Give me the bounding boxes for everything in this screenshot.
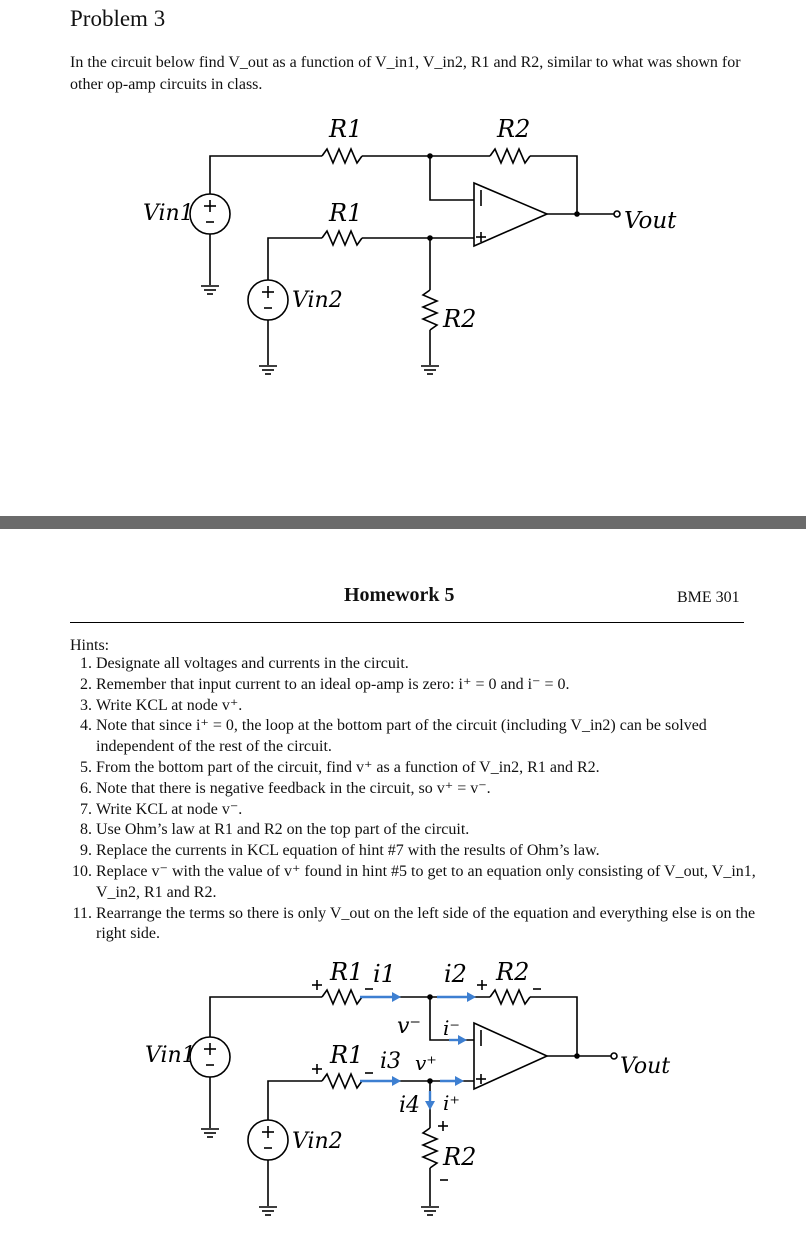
hint-text: Write KCL at node v⁻. [96,800,243,818]
label-vin1: Vin1 [143,201,194,226]
label-r2-bottom: R2 [443,305,477,333]
label-r2-top-2: R2 [496,958,530,986]
hint-number: 11. [72,904,92,922]
label-vout: Vout [624,208,677,234]
label-i1: i1 [373,960,396,988]
hint-text: Write KCL at node v⁺. [96,696,243,714]
label-i-plus: i⁺ [443,1091,460,1115]
hint-text: Remember that input current to an ideal op-amp is zero: i⁺ = 0 and i⁻ = 0. [96,675,570,693]
hint-number: 6. [80,779,92,797]
label-vin2-2: Vin2 [292,1129,343,1154]
hints-title: Hints: [70,637,110,654]
label-vin1-2: Vin1 [145,1043,196,1068]
hint-text: Use Ohm’s law at R1 and R2 on the top part of the circuit. [96,821,470,839]
label-i-minus: i⁻ [443,1016,460,1040]
hint-number: 7. [80,800,92,818]
label-r2-bottom-2: R2 [443,1143,477,1171]
hint-number: 4. [80,717,92,735]
hint-text: Note that there is negative feedback in the circuit, so v⁺ = v⁻. [96,779,491,797]
resistor-r2-bottom-2 [423,1128,437,1168]
label-i2: i2 [444,960,467,988]
label-r2-top: R2 [497,115,531,143]
label-i3: i3 [380,1049,402,1074]
resistor-r1-top-2 [322,990,362,1004]
hint-number: 1. [80,655,92,672]
vout-terminal-2 [611,1053,617,1059]
problem-intro: In the circuit below find V_out as a function of V_in1, V_in2, R1 and R2, similar to what was shown for other op-amp circuits in class. [70,54,741,93]
hint-text: Replace v⁻ with the value of v⁺ found in hint #5 to get to an equation only consisting of V_out, V_in1, V_in2, R1 and R2. [96,862,756,901]
resistor-r1-mid-2 [322,1074,362,1088]
label-i4: i4 [399,1093,421,1118]
hint-text: Replace the currents in KCL equation of hint #7 with the results of Ohm’s law. [96,842,600,860]
hint-number: 2. [80,675,92,693]
hint-text: Note that since i⁺ = 0, the loop at the bottom part of the circuit (including V_in2) can be solved independent of the rest of the circuit. [96,717,707,756]
label-vin2: Vin2 [292,288,343,313]
label-v-plus: v⁺ [415,1051,437,1075]
hint-number: 5. [80,758,92,776]
hint-text: Designate all voltages and currents in the circuit. [96,655,409,672]
problem-title: Problem 3 [70,6,166,31]
hint-number: 8. [80,821,92,839]
label-v-minus: v⁻ [397,1014,422,1039]
hint-text: From the bottom part of the circuit, find v⁺ as a function of V_in2, R1 and R2. [96,758,600,776]
hint-text: Rearrange the terms so there is only V_out on the left side of the equation and everything else is on the right side. [96,904,756,943]
label-r1-mid-2: R1 [330,1041,364,1069]
label-r1-top-2: R1 [330,958,364,986]
label-r1-mid: R1 [329,199,363,227]
hint-number: 3. [80,696,92,714]
resistor-r2-top-2 [490,990,530,1004]
course-code: BME 301 [677,589,740,606]
homework-title: Homework 5 [344,584,455,606]
label-vout-2: Vout [620,1054,671,1079]
hint-number: 9. [80,842,92,860]
label-r1-top: R1 [329,115,363,143]
hint-number: 10. [72,862,92,880]
